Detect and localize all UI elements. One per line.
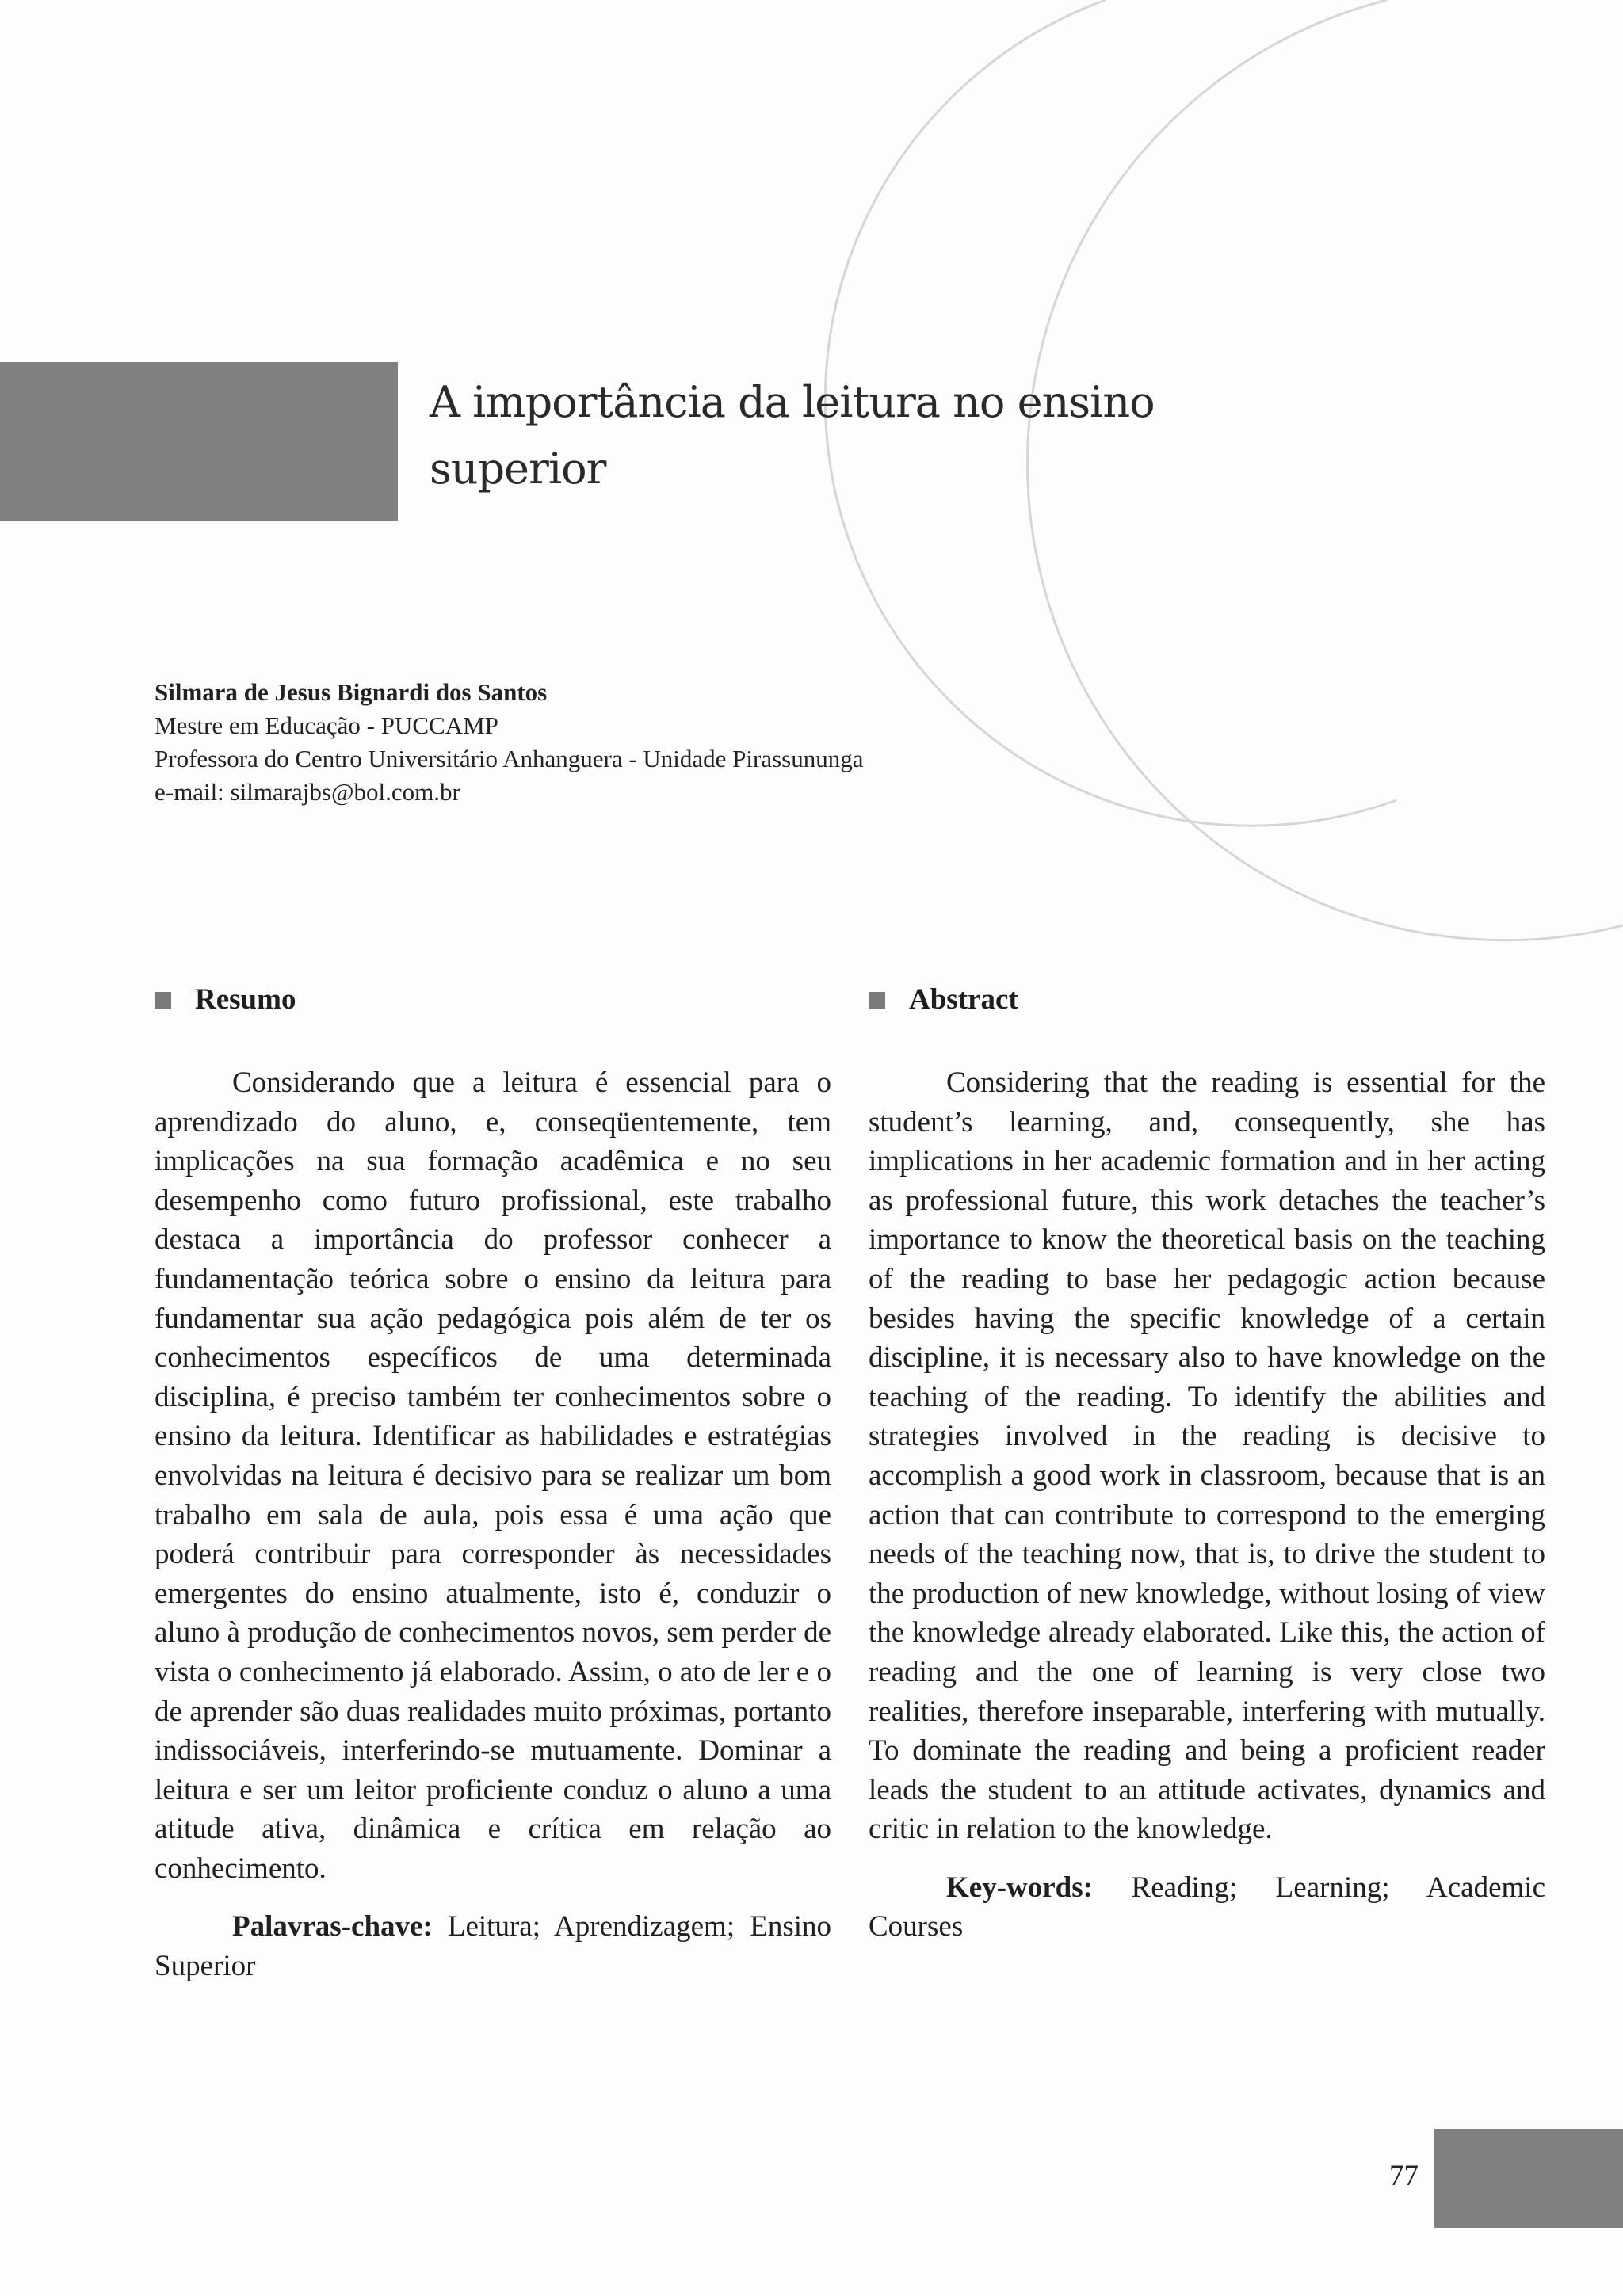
abstract-heading — [869, 976, 1545, 1024]
resumo-heading-text: Resumo — [195, 983, 296, 1016]
square-bullet-icon — [869, 992, 885, 1009]
square-bullet-icon — [155, 992, 171, 1009]
author-name: Silmara de Jesus Bignardi dos Santos — [155, 678, 548, 706]
resumo-section — [155, 976, 831, 1986]
page-number: 77 — [1389, 2160, 1419, 2192]
page-gray-block — [1434, 2129, 1623, 2228]
abstract-text: Considering that the reading is essential for the student’s learning, and, consequently, she has implications in her academic formation and in her acting as professional future, this work detaches the teacher’s importance to know the theoretical basis on the teaching of the reading to base her pedagogic action because besides having the specific knowledge of a certain discipline, it is necessary also to have knowledge on the teaching of the reading. To identify the abilities and strategies involved in the reading is decisive to accomplish a good work in classroom, because that is an action that can contribute to correspond to the emerging needs of the teaching now, that is, to drive the student to the production of new knowledge, without losing of view the knowledge already elaborated. Like this, the action of reading and the one of learning is very close two realities, therefore inseparable, interfering with mutually. To dominate the reading and being a proficient reader leads the student to an attitude activates, dynamics and critic in relation to the knowledge. — [869, 1066, 1545, 1846]
paper-title — [430, 369, 1222, 502]
abstract-section — [869, 976, 1545, 1947]
author-email: e-mail: silmarajbs@bol.com.br — [155, 778, 460, 806]
title-gray-block — [0, 362, 398, 521]
resumo-text: Considerando que a leitura é essencial para o aprendizado do aluno, e, conseqüentemente, tem implicações na sua formação acadêmica e no seu desempenho como futuro profissional, este trabalho destaca a importância do professor conhecer a fundamentação teórica sobre o ensino da leitura para fundamentar sua ação pedagógica pois além de ter os conhecimentos específicos de uma determinada disciplina, é preciso também ter conhecimentos sobre o ensino da leitura. Identificar as habilidades e estratégias envolvidas na leitura é decisivo para se realizar um bom trabalho em sala de aula, pois essa é uma ação que poderá contribuir para corresponder às necessidades emergentes do ensino atualmente, isto é, conduzir o aluno à produção de conhecimentos novos, sem perder de vista o conhecimento já elaborado. Assim, o ato de ler e o de aprender são duas realidades muito próximas, portanto indissociáveis, interferindo-se mutuamente. Dominar a leitura e ser um leitor proficiente conduz o aluno a uma atitude ativa, dinâmica e crítica em relação ao conhecimento. — [155, 1066, 831, 1885]
author-info — [155, 676, 864, 809]
resumo-keywords-label: Palavras-chave: — [232, 1910, 433, 1943]
abstract-keywords-label: Key-words: — [946, 1871, 1093, 1904]
resumo-heading — [155, 976, 831, 1024]
author-affiliation: Professora do Centro Universitário Anhanguera - Unidade Pirassunungа — [155, 745, 864, 772]
resumo-keywords-text: Leitura; Aprendizagem; Ensino Superior — [155, 1910, 831, 1983]
abstract-keywords-text: Reading; Learning; Academic Courses — [869, 1871, 1545, 1943]
author-degree: Mestre em Educação - PUCCAMP — [155, 711, 498, 739]
abstract-heading-text: Abstract — [909, 983, 1018, 1016]
resumo-keywords — [155, 1907, 831, 1985]
title-line-2: superior — [430, 444, 606, 494]
abstract-keywords — [869, 1868, 1545, 1947]
title-line-1: A importância da leitura no ensino — [430, 377, 1155, 427]
